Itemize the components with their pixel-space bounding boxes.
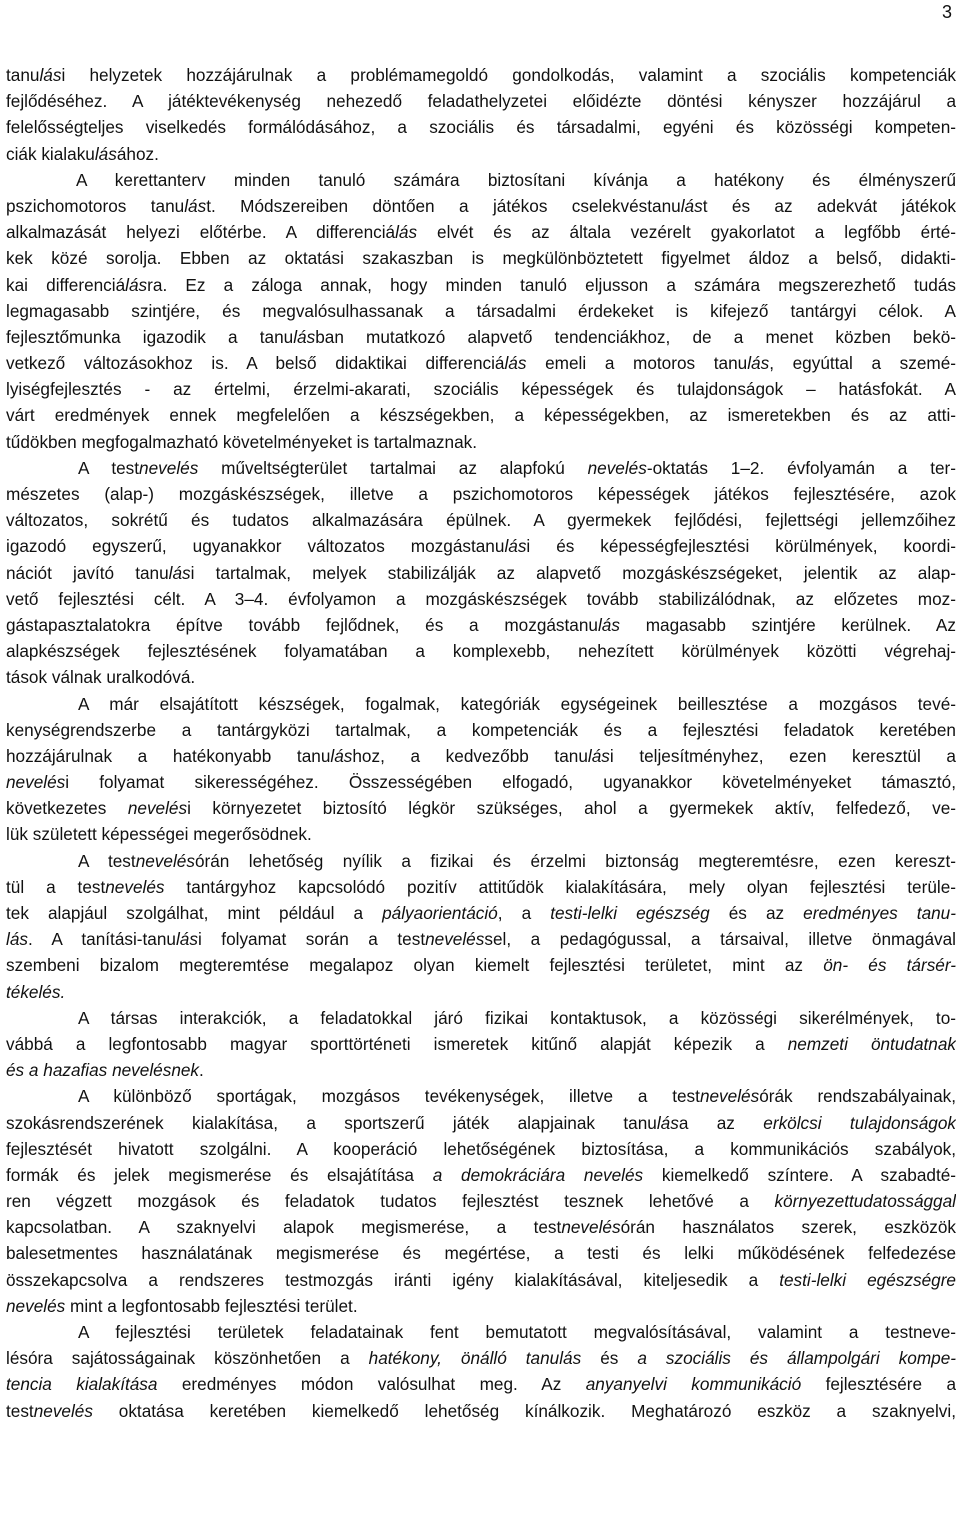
text-line: lás. A tanítási-tanulási folyamat során a testneveléssel, a pedagógussal, a társaival, illetve önmagával bbox=[6, 929, 956, 950]
text-line: A fejlesztési területek feladatainak fent bemutatott megvalósításával, valamint a testneve- bbox=[78, 1322, 956, 1342]
text-line: tékelés. bbox=[6, 981, 66, 1002]
text-line: kek közé sorolja. Ebben az oktatási szakaszban is megkülönböztetett figyelmet áldoz a belső, didakti- bbox=[6, 248, 956, 269]
text-line: felelősségteljes viselkedés formálódásához, a szociális és társadalmi, egyéni és közösségi kompeten- bbox=[6, 117, 956, 138]
text-line: kai differenciálásra. Ez a záloga annak, hogy minden tanuló eljusson a számára megszerezhető tudás bbox=[6, 274, 956, 295]
text-line: összekapcsolva a rendszeres testmozgás iránti igény kialakításával, kiteljesedik a testi-lelki egészségre bbox=[6, 1269, 956, 1290]
text-line: kenységrendszerbe a tantárgyközi tartalmak, a kompetenciák és a fejlesztési feladatok keretében bbox=[6, 719, 956, 740]
text-line: fejlesztőmunka igazodik a tanulásban mutatkozó alapvető tendenciákhoz, de a menet közben bekö- bbox=[6, 326, 956, 347]
text-line: legmagasabb szintjére, és megvalósulhassanak a társadalmi érdekeket is kifejező tantárgyi célok. A bbox=[6, 300, 956, 321]
text-line: szembeni bizalom megteremtése megalapoz olyan kiemelt fejlesztési területet, mint az ön- és társér- bbox=[6, 955, 956, 976]
text-line: lyiségfejlesztés - az értelmi, érzelmi-akarati, szociális képességek és tulajdonságok – hatásfokát. A bbox=[6, 379, 956, 400]
text-line: balesetmentes használatának megismerése és megértése, a testi és lelki működésének felfedezése bbox=[6, 1243, 956, 1264]
text-line: nációt javító tanulási tartalmak, melyek stabilizálják az alapvető mozgáskészségeket, jelentik az alap- bbox=[6, 562, 956, 583]
text-line: szokásrendszerének kialakítása, a sportszerű játék alapjainak tanulása az erkölcsi tulajdonságok bbox=[6, 1112, 956, 1133]
text-line: következetes nevelési környezetet biztosító légkör szükséges, ahol a gyermekek aktív, felfedező, ve- bbox=[6, 798, 956, 819]
text-line: tül a testnevelés tantárgyhoz kapcsolódó pozitív attitűdök kialakítására, mely olyan fejlesztési terüle- bbox=[6, 876, 956, 897]
text-line: ren végzett mozgások és feladatok tudatos fejlesztést tesznek lehetővé a környezettudatossággal bbox=[6, 1191, 956, 1212]
text-line: formák és jelek megismerése és elsajátítása a demokráciára nevelés kiemelkedő színtere. A szabadté- bbox=[6, 1164, 956, 1185]
text-line: tások válnak uralkodóvá. bbox=[6, 667, 196, 688]
text-line: hozzájárulnak a hatékonyabb tanuláshoz, a kedvezőbb tanulási teljesítményhez, ezen keresztül a bbox=[6, 745, 956, 766]
text-line: fejlődéséhez. A játéktevékenység nehezedő feladathelyzetei előidézte döntési kényszer hozzájárul a bbox=[6, 91, 956, 112]
text-line: változatos, sokrétű és tudatos alkalmazására épülnek. A gyermekek fejlődési, fejlettségi jellemzőihez bbox=[6, 510, 956, 531]
text-line: alkalmazását helyezi előtérbe. A differenciálás elvét és az általa vezérelt gyakorlatot a legfőbb érté- bbox=[6, 222, 956, 243]
text-line: és a hazafias nevelésnek. bbox=[6, 1060, 204, 1081]
text-line: lésóra sajátosságainak köszönhetően a hatékony, önálló tanulás és a szociális és állampolgári kompe- bbox=[6, 1348, 956, 1369]
text-line: A testnevelésórán lehetőség nyílik a fizikai és érzelmi biztonság megteremtésre, ezen kereszt- bbox=[78, 850, 956, 871]
text-line: tűdökben megfogalmazható követelményeket is tartalmaznak. bbox=[6, 431, 478, 452]
text-line: vető fejlesztési célt. A 3–4. évfolyamon a mozgáskészségek tovább stabilizálódnak, az előzetes moz- bbox=[6, 588, 956, 609]
text-line: vábbá a legfontosabb magyar sporttörténeti ismeretek kitűnő alapját képezik a nemzeti öntudatnak bbox=[6, 1033, 956, 1054]
text-line: A kerettanterv minden tanuló számára biztosítani kívánja a hatékony és élményszerű bbox=[76, 169, 956, 190]
text-line: A már elsajátított készségek, fogalmak, kategóriák egységeinek beillesztése a mozgásos tevé- bbox=[78, 693, 956, 714]
text-line: A különböző sportágak, mozgásos tevékenységek, illetve a testnevelésórák rendszabályainak, bbox=[78, 1086, 956, 1107]
text-line: nevelés mint a legfontosabb fejlesztési terület. bbox=[6, 1295, 358, 1316]
text-line: ciák kialakulásához. bbox=[6, 143, 159, 164]
text-line: tencia kialakítása eredményes módon valósulhat meg. Az anyanyelvi kommunikáció fejlesztésére a bbox=[6, 1374, 956, 1395]
text-line: A testnevelés műveltségterület tartalmai az alapfokú nevelés-oktatás 1–2. évfolyamán a ter- bbox=[78, 457, 956, 478]
document-body bbox=[6, 62, 956, 1424]
text-line: kapcsolatban. A szaknyelvi alapok megismerése, a testnevelésórán használatos szerek, eszközök bbox=[6, 1217, 956, 1238]
text-line: fejlesztését hivatott szolgálni. A kooperáció lehetőségének biztosítása, a kommunikációs szabályok, bbox=[6, 1138, 956, 1159]
text-line: nevelési folyamat sikerességéhez. Összességében elfogadó, ugyanakkor követelményeket támasztó, bbox=[6, 772, 956, 793]
text-line: tek alapjául szolgálhat, mint például a pályaorientáció, a testi-lelki egészség és az eredményes tanu- bbox=[6, 903, 956, 923]
text-line: testnevelés oktatása keretében kiemelkedő lehetőség kínálkozik. Meghatározó eszköz a szaknyelvi, bbox=[6, 1400, 956, 1421]
text-line: gástapasztalatokra építve tovább fejlődnek, és a mozgástanulás magasabb szintjére kerülnek. Az bbox=[6, 614, 956, 635]
text-line: igazodó egyszerű, ugyanakkor változatos mozgástanulási és képességfejlesztési körülmények, koordi- bbox=[6, 536, 956, 557]
text-line: várt eredmények ennek megfelelően a készségekben, a képességekben, az ismeretekben és az atti- bbox=[6, 405, 956, 426]
text-line: vetkező változásokhoz is. A belső didaktikai differenciálás emeli a motoros tanulás, egyúttal a szemé- bbox=[6, 353, 956, 374]
text-line: alapkészségek fejlesztésének folyamatában a komplexebb, nehezített körülmények közötti végrehaj- bbox=[6, 641, 956, 662]
page-number: 3 bbox=[942, 2, 953, 22]
text-line: pszichomotoros tanulást. Módszereiben döntően a játékos cselekvéstanulást és az adekvát játékok bbox=[6, 195, 956, 216]
text-line: tanulási helyzetek hozzájárulnak a problémamegoldó gondolkodás, valamint a szociális kompetenciák bbox=[6, 65, 956, 85]
text-line: mészetes (alap-) mozgáskészségek, illetve a pszichomotoros képességek játékos fejlesztésére, azok bbox=[6, 484, 956, 504]
text-line: lük született képességei megerősödnek. bbox=[6, 824, 312, 845]
text-line: A társas interakciók, a feladatokkal járó fizikai kontaktusok, a közösségi sikerélmények, to- bbox=[78, 1007, 956, 1028]
